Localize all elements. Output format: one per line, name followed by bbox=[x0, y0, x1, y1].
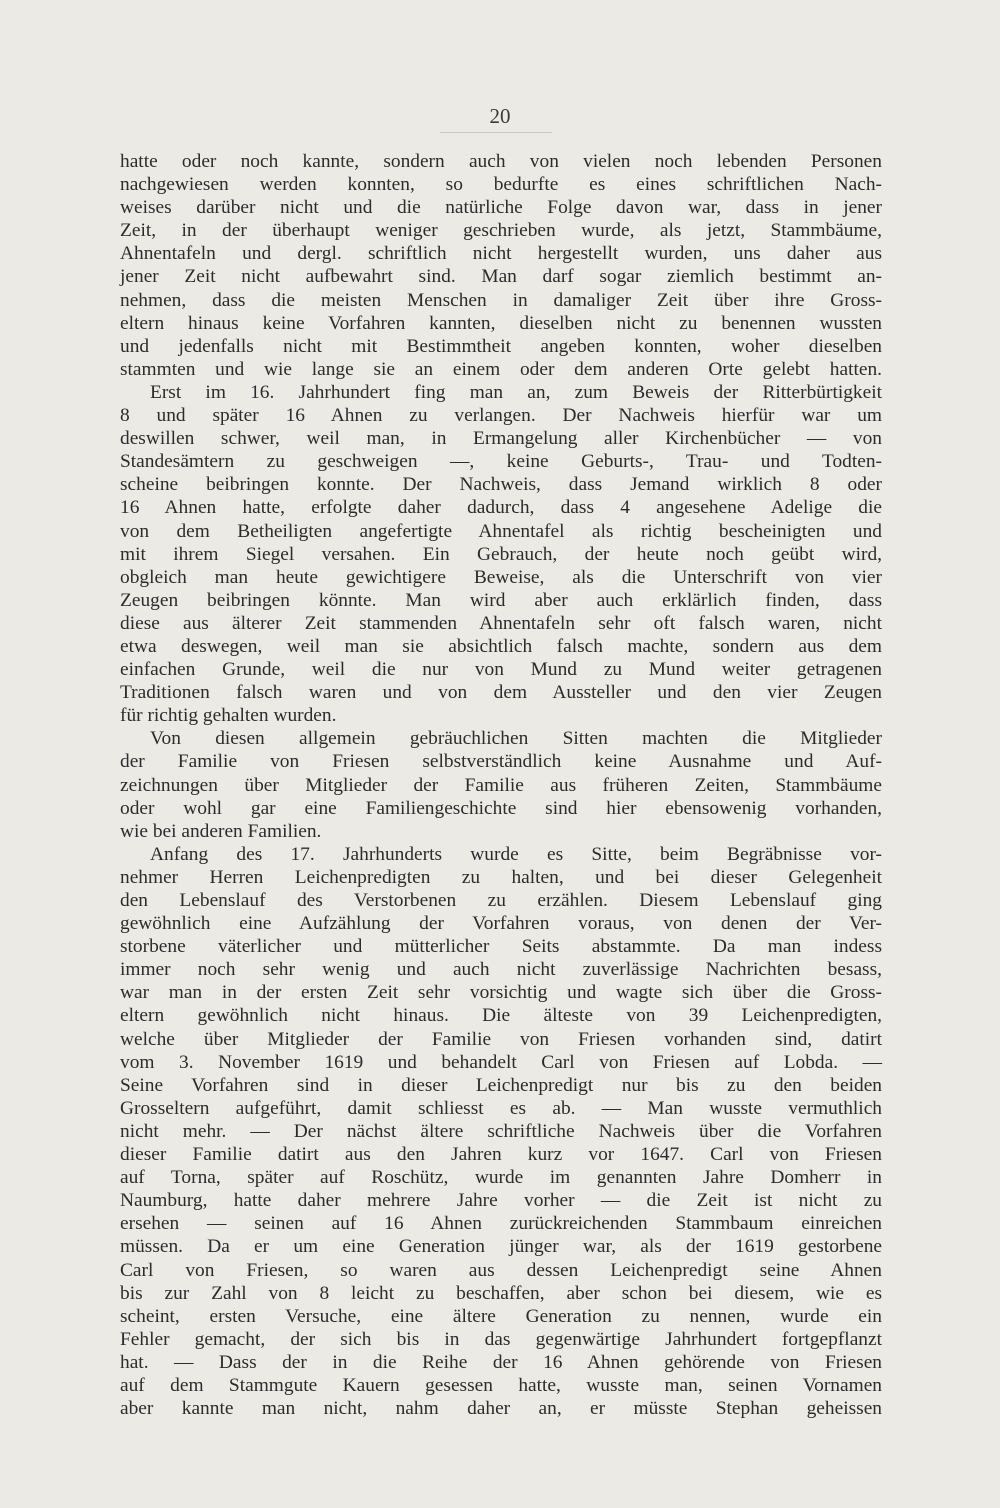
text-line: nicht mehr. — Der nächst ältere schriftliche Nachweis über die Vorfahren bbox=[120, 1120, 882, 1142]
text-line: nehmen, dass die meisten Menschen in damaliger Zeit über ihre Gross- bbox=[120, 289, 882, 311]
text-line: von dem Betheiligten angefertigte Ahnentafel als richtig bescheinigten und bbox=[120, 520, 882, 542]
text-line: aber kannte man nicht, nahm daher an, er müsste Stephan geheissen bbox=[120, 1398, 882, 1420]
text-line: nachgewiesen werden konnten, so bedurfte es eines schriftlichen Nach- bbox=[120, 174, 882, 196]
text-line: eltern hinaus keine Vorfahren kannten, dieselben nicht zu benennen wussten bbox=[120, 312, 882, 334]
text-line: müssen. Da er um eine Generation jünger war, als der 1619 gestorbene bbox=[120, 1236, 882, 1258]
text-line: auf Torna, später auf Roschütz, wurde im genannten Jahre Domherr in bbox=[120, 1167, 882, 1189]
text-line: vom 3. November 1619 und behandelt Carl von Friesen auf Lobda. — bbox=[120, 1051, 882, 1073]
text-line: etwa deswegen, weil man sie absichtlich falsch machte, sondern aus dem bbox=[120, 635, 882, 657]
text-line: Grosseltern aufgeführt, damit schliesst es ab. — Man wusste vermuthlich bbox=[120, 1097, 882, 1119]
text-line: ersehen — seinen auf 16 Ahnen zurückreichenden Stammbaum einreichen bbox=[120, 1213, 882, 1235]
text-line: hat. — Dass der in die Reihe der 16 Ahnen gehörende von Friesen bbox=[120, 1351, 882, 1373]
text-line: bis zur Zahl von 8 leicht zu beschaffen, aber schon bei diesem, wie es bbox=[120, 1282, 882, 1304]
text-line: nehmer Herren Leichenpredigten zu halten, und bei dieser Gelegenheit bbox=[120, 866, 882, 888]
text-line: diese aus älterer Zeit stammenden Ahnentafeln sehr oft falsch waren, nicht bbox=[120, 612, 882, 634]
text-line: war man in der ersten Zeit sehr vorsichtig und wagte sich über die Gross- bbox=[120, 982, 882, 1004]
text-line: Ahnentafeln und dergl. schriftlich nicht hergestellt wurden, uns daher aus bbox=[120, 243, 882, 265]
text-line: scheine beibringen konnte. Der Nachweis, dass Jemand wirklich 8 oder bbox=[120, 474, 882, 496]
text-line: auf dem Stammgute Kauern gesessen hatte, wusste man, seinen Vornamen bbox=[120, 1374, 882, 1396]
text-line: Carl von Friesen, so waren aus dessen Leichenpredigt seine Ahnen bbox=[120, 1259, 882, 1281]
text-line: Seine Vorfahren sind in dieser Leichenpredigt nur bis zu den beiden bbox=[120, 1074, 882, 1096]
text-line: storbene väterlicher und mütterlicher Seits abstammte. Da man indess bbox=[120, 936, 882, 958]
text-line: Traditionen falsch waren und von dem Aussteller und den vier Zeugen bbox=[120, 682, 882, 704]
text-line: eltern gewöhnlich nicht hinaus. Die älteste von 39 Leichenpredigten, bbox=[120, 1005, 882, 1027]
header-rule bbox=[440, 132, 552, 133]
text-line: Naumburg, hatte daher mehrere Jahre vorher — die Zeit ist nicht zu bbox=[120, 1190, 882, 1212]
text-line: immer noch sehr wenig und auch nicht zuverlässige Nachrichten besass, bbox=[120, 959, 882, 981]
text-line: wie bei anderen Familien. bbox=[120, 820, 322, 842]
text-line: deswillen schwer, weil man, in Ermangelung aller Kirchenbücher — von bbox=[120, 428, 882, 450]
text-line: scheint, ersten Versuche, eine ältere Generation zu nennen, wurde ein bbox=[120, 1305, 882, 1327]
text-line: Zeugen beibringen könnte. Man wird aber auch erklärlich finden, dass bbox=[120, 589, 882, 611]
text-line: dieser Familie datirt aus den Jahren kurz vor 1647. Carl von Friesen bbox=[120, 1144, 882, 1166]
text-line: Fehler gemacht, der sich bis in das gegenwärtige Jahrhundert fortgepflanzt bbox=[120, 1328, 882, 1350]
text-line: obgleich man heute gewichtigere Beweise, als die Unterschrift von vier bbox=[120, 566, 882, 588]
page-number: 20 bbox=[489, 104, 511, 128]
text-line: Standesämtern zu geschweigen —, keine Geburts-, Trau- und Todten- bbox=[120, 451, 882, 473]
text-line: der Familie von Friesen selbstverständlich keine Ausnahme und Auf- bbox=[120, 751, 882, 773]
text-line: und jedenfalls nicht mit Bestimmtheit angeben konnten, woher dieselben bbox=[120, 335, 882, 357]
text-line: stammten und wie lange sie an einem oder dem anderen Orte gelebt hatten. bbox=[120, 358, 882, 380]
body-text bbox=[120, 150, 882, 1420]
text-line: Von diesen allgemein gebräuchlichen Sitten machten die Mitglieder bbox=[150, 728, 882, 750]
text-line: jener Zeit nicht aufbewahrt sind. Man darf sogar ziemlich bestimmt an- bbox=[120, 266, 882, 288]
text-line: Zeit, in der überhaupt weniger geschrieben wurde, als jetzt, Stammbäume, bbox=[120, 220, 882, 242]
text-line: Anfang des 17. Jahrhunderts wurde es Sitte, beim Begräbnisse vor- bbox=[150, 843, 882, 865]
text-line: einfachen Grunde, weil die nur von Mund zu Mund weiter getragenen bbox=[120, 659, 882, 681]
text-line: zeichnungen über Mitglieder der Familie aus früheren Zeiten, Stammbäume bbox=[120, 774, 882, 796]
text-line: oder wohl gar eine Familiengeschichte sind hier ebensowenig vorhanden, bbox=[120, 797, 882, 819]
text-line: mit ihrem Siegel versahen. Ein Gebrauch, der heute noch geübt wird, bbox=[120, 543, 882, 565]
text-line: 16 Ahnen hatte, erfolgte daher dadurch, dass 4 angesehene Adelige die bbox=[120, 497, 882, 519]
text-line: hatte oder noch kannte, sondern auch von vielen noch lebenden Personen bbox=[120, 151, 882, 172]
text-line: weises darüber nicht und die natürliche Folge davon war, dass in jener bbox=[120, 197, 882, 219]
text-line: 8 und später 16 Ahnen zu verlangen. Der Nachweis hierfür war um bbox=[120, 405, 882, 427]
text-line: welche über Mitglieder der Familie von Friesen vorhanden sind, datirt bbox=[120, 1028, 882, 1050]
text-line: den Lebenslauf des Verstorbenen zu erzählen. Diesem Lebenslauf ging bbox=[120, 890, 882, 911]
text-line: für richtig gehalten wurden. bbox=[120, 705, 337, 727]
text-line: Erst im 16. Jahrhundert fing man an, zum Beweis der Ritterbürtigkeit bbox=[150, 381, 882, 403]
text-line: gewöhnlich eine Aufzählung der Vorfahren voraus, von denen der Ver- bbox=[120, 913, 882, 935]
